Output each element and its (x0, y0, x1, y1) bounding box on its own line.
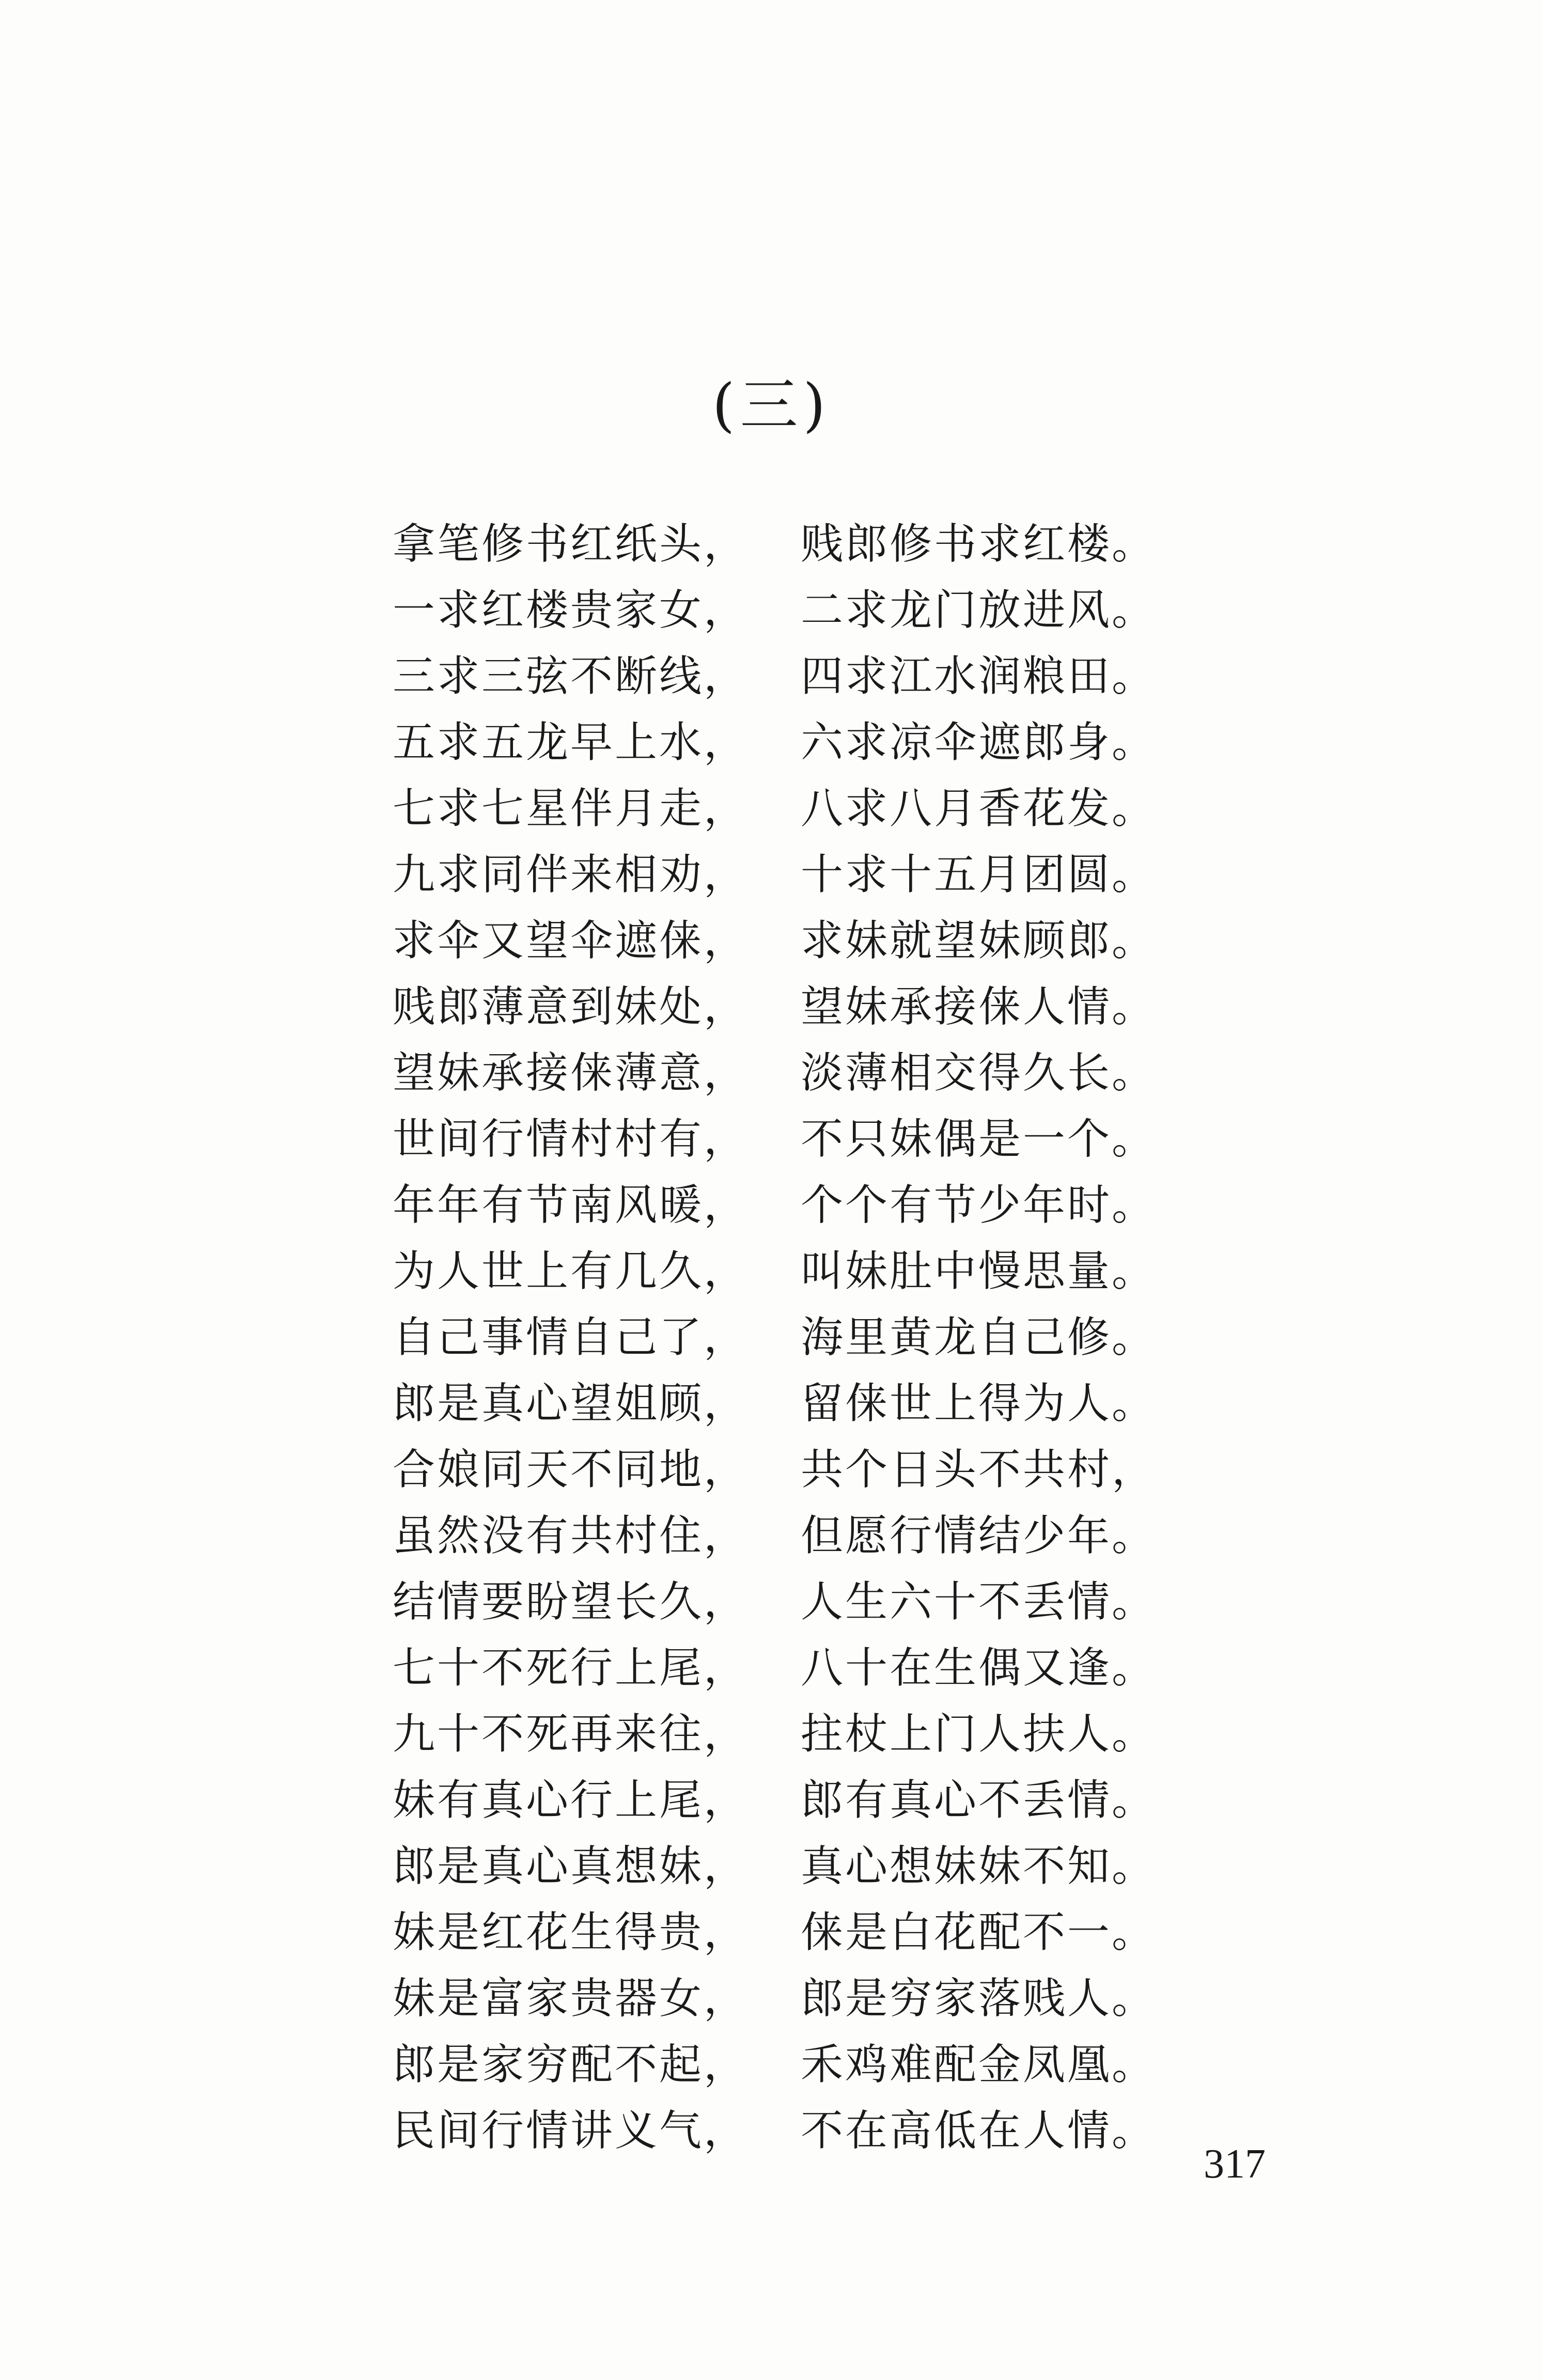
verse-first-half: 郎是真心望姐顾， (393, 1379, 749, 1428)
verse-second-half: 个个有节少年时。 (801, 1180, 1157, 1230)
verse-line (393, 1301, 1167, 1367)
verse-second-half: 郎有真心不丢情。 (801, 1775, 1157, 1825)
verse-first-half: 三求三弦不断线， (393, 651, 749, 701)
verse-first-half: 五求五龙早上水， (393, 717, 749, 767)
verse-line (393, 1829, 1167, 1896)
verse-second-half: 叫妹肚中慢思量。 (801, 1246, 1157, 1296)
verse-second-half: 六求凉伞遮郎身。 (801, 717, 1157, 767)
verse-first-half: 望妹承接俫薄意， (393, 1048, 749, 1098)
verse-first-half: 贱郎薄意到妹处， (393, 982, 749, 1031)
verse-line (393, 2028, 1167, 2094)
verse-first-half: 七求七星伴月走， (393, 784, 749, 833)
verse-line (393, 1962, 1167, 2028)
verse-second-half: 共个日头不共村， (801, 1445, 1157, 1494)
page-number: 317 (1204, 2141, 1266, 2187)
verse-line (393, 1565, 1167, 1631)
verse-second-half: 留俫世上得为人。 (801, 1379, 1157, 1428)
verse-first-half: 为人世上有几久， (393, 1246, 749, 1296)
verse-second-half: 俫是白花配不一。 (801, 1907, 1157, 1957)
verse-line (393, 1763, 1167, 1829)
verse-line (393, 1631, 1167, 1697)
verse-second-half: 郎是穷家落贱人。 (801, 1974, 1157, 2023)
verse-first-half: 郎是家穷配不起， (393, 2040, 749, 2089)
verse-line (393, 1499, 1167, 1565)
verse-line (393, 507, 1167, 573)
verse-line (393, 2094, 1167, 2160)
verse-first-half: 九求同伴来相劝， (393, 850, 749, 899)
verse-first-half: 自己事情自己了， (393, 1312, 749, 1362)
verse-first-half: 求伞又望伞遮俫， (393, 916, 749, 965)
verse-line (393, 1697, 1167, 1763)
verse-line (393, 772, 1167, 838)
verse-first-half: 世间行情村村有， (393, 1114, 749, 1164)
verse-line (393, 1168, 1167, 1234)
verse-first-half: 拿笔修书红纸头， (393, 519, 749, 569)
verse-first-half: 妹有真心行上尾， (393, 1775, 749, 1825)
verse-line (393, 1234, 1167, 1301)
verse-second-half: 八求八月香花发。 (801, 784, 1157, 833)
section-title: (三) (712, 372, 831, 439)
verse-line (393, 1896, 1167, 1962)
verse-first-half: 七十不死行上尾， (393, 1643, 749, 1693)
verse-line (393, 706, 1167, 772)
verse-line (393, 1102, 1167, 1168)
verse-second-half: 拄杖上门人扶人。 (801, 1709, 1157, 1759)
verse-second-half: 八十在生偶又逢。 (801, 1643, 1157, 1693)
verse-first-half: 虽然没有共村住， (393, 1511, 749, 1560)
verse-second-half: 二求龙门放进风。 (801, 585, 1157, 635)
verse-first-half: 妹是富家贵器女， (393, 1974, 749, 2023)
verse-second-half: 贱郎修书求红楼。 (801, 519, 1157, 569)
verse-line (393, 970, 1167, 1036)
verse-second-half: 求妹就望妹顾郎。 (801, 916, 1157, 965)
verse-line (393, 1367, 1167, 1433)
verse-first-half: 年年有节南风暖， (393, 1180, 749, 1230)
verse-first-half: 民间行情讲义气， (393, 2106, 749, 2155)
verse-second-half: 望妹承接俫人情。 (801, 982, 1157, 1031)
verse-line (393, 838, 1167, 904)
verse-second-half: 四求江水润粮田。 (801, 651, 1157, 701)
verse-first-half: 郎是真心真想妹， (393, 1841, 749, 1891)
verse-second-half: 不只妹偶是一个。 (801, 1114, 1157, 1164)
verse-second-half: 人生六十不丢情。 (801, 1577, 1157, 1626)
verse-first-half: 结情要盼望长久， (393, 1577, 749, 1626)
verse-second-half: 淡薄相交得久长。 (801, 1048, 1157, 1098)
verse-second-half: 海里黄龙自己修。 (801, 1312, 1157, 1362)
verse-first-half: 合娘同天不同地， (393, 1445, 749, 1494)
verse-second-half: 真心想妹妹不知。 (801, 1841, 1157, 1891)
verse-line (393, 1036, 1167, 1102)
verse-first-half: 一求红楼贵家女， (393, 585, 749, 635)
verse-second-half: 禾鸡难配金凤凰。 (801, 2040, 1157, 2089)
verse-first-half: 九十不死再来往， (393, 1709, 749, 1759)
verse-second-half: 不在高低在人情。 (801, 2106, 1157, 2155)
verse-line (393, 573, 1167, 639)
verse-second-half: 但愿行情结少年。 (801, 1511, 1157, 1560)
verse-line (393, 904, 1167, 970)
verse-line (393, 1433, 1167, 1499)
verse-first-half: 妹是红花生得贵， (393, 1907, 749, 1957)
verse-second-half: 十求十五月团圆。 (801, 850, 1157, 899)
verse-list (393, 507, 1167, 2160)
verse-line (393, 639, 1167, 706)
